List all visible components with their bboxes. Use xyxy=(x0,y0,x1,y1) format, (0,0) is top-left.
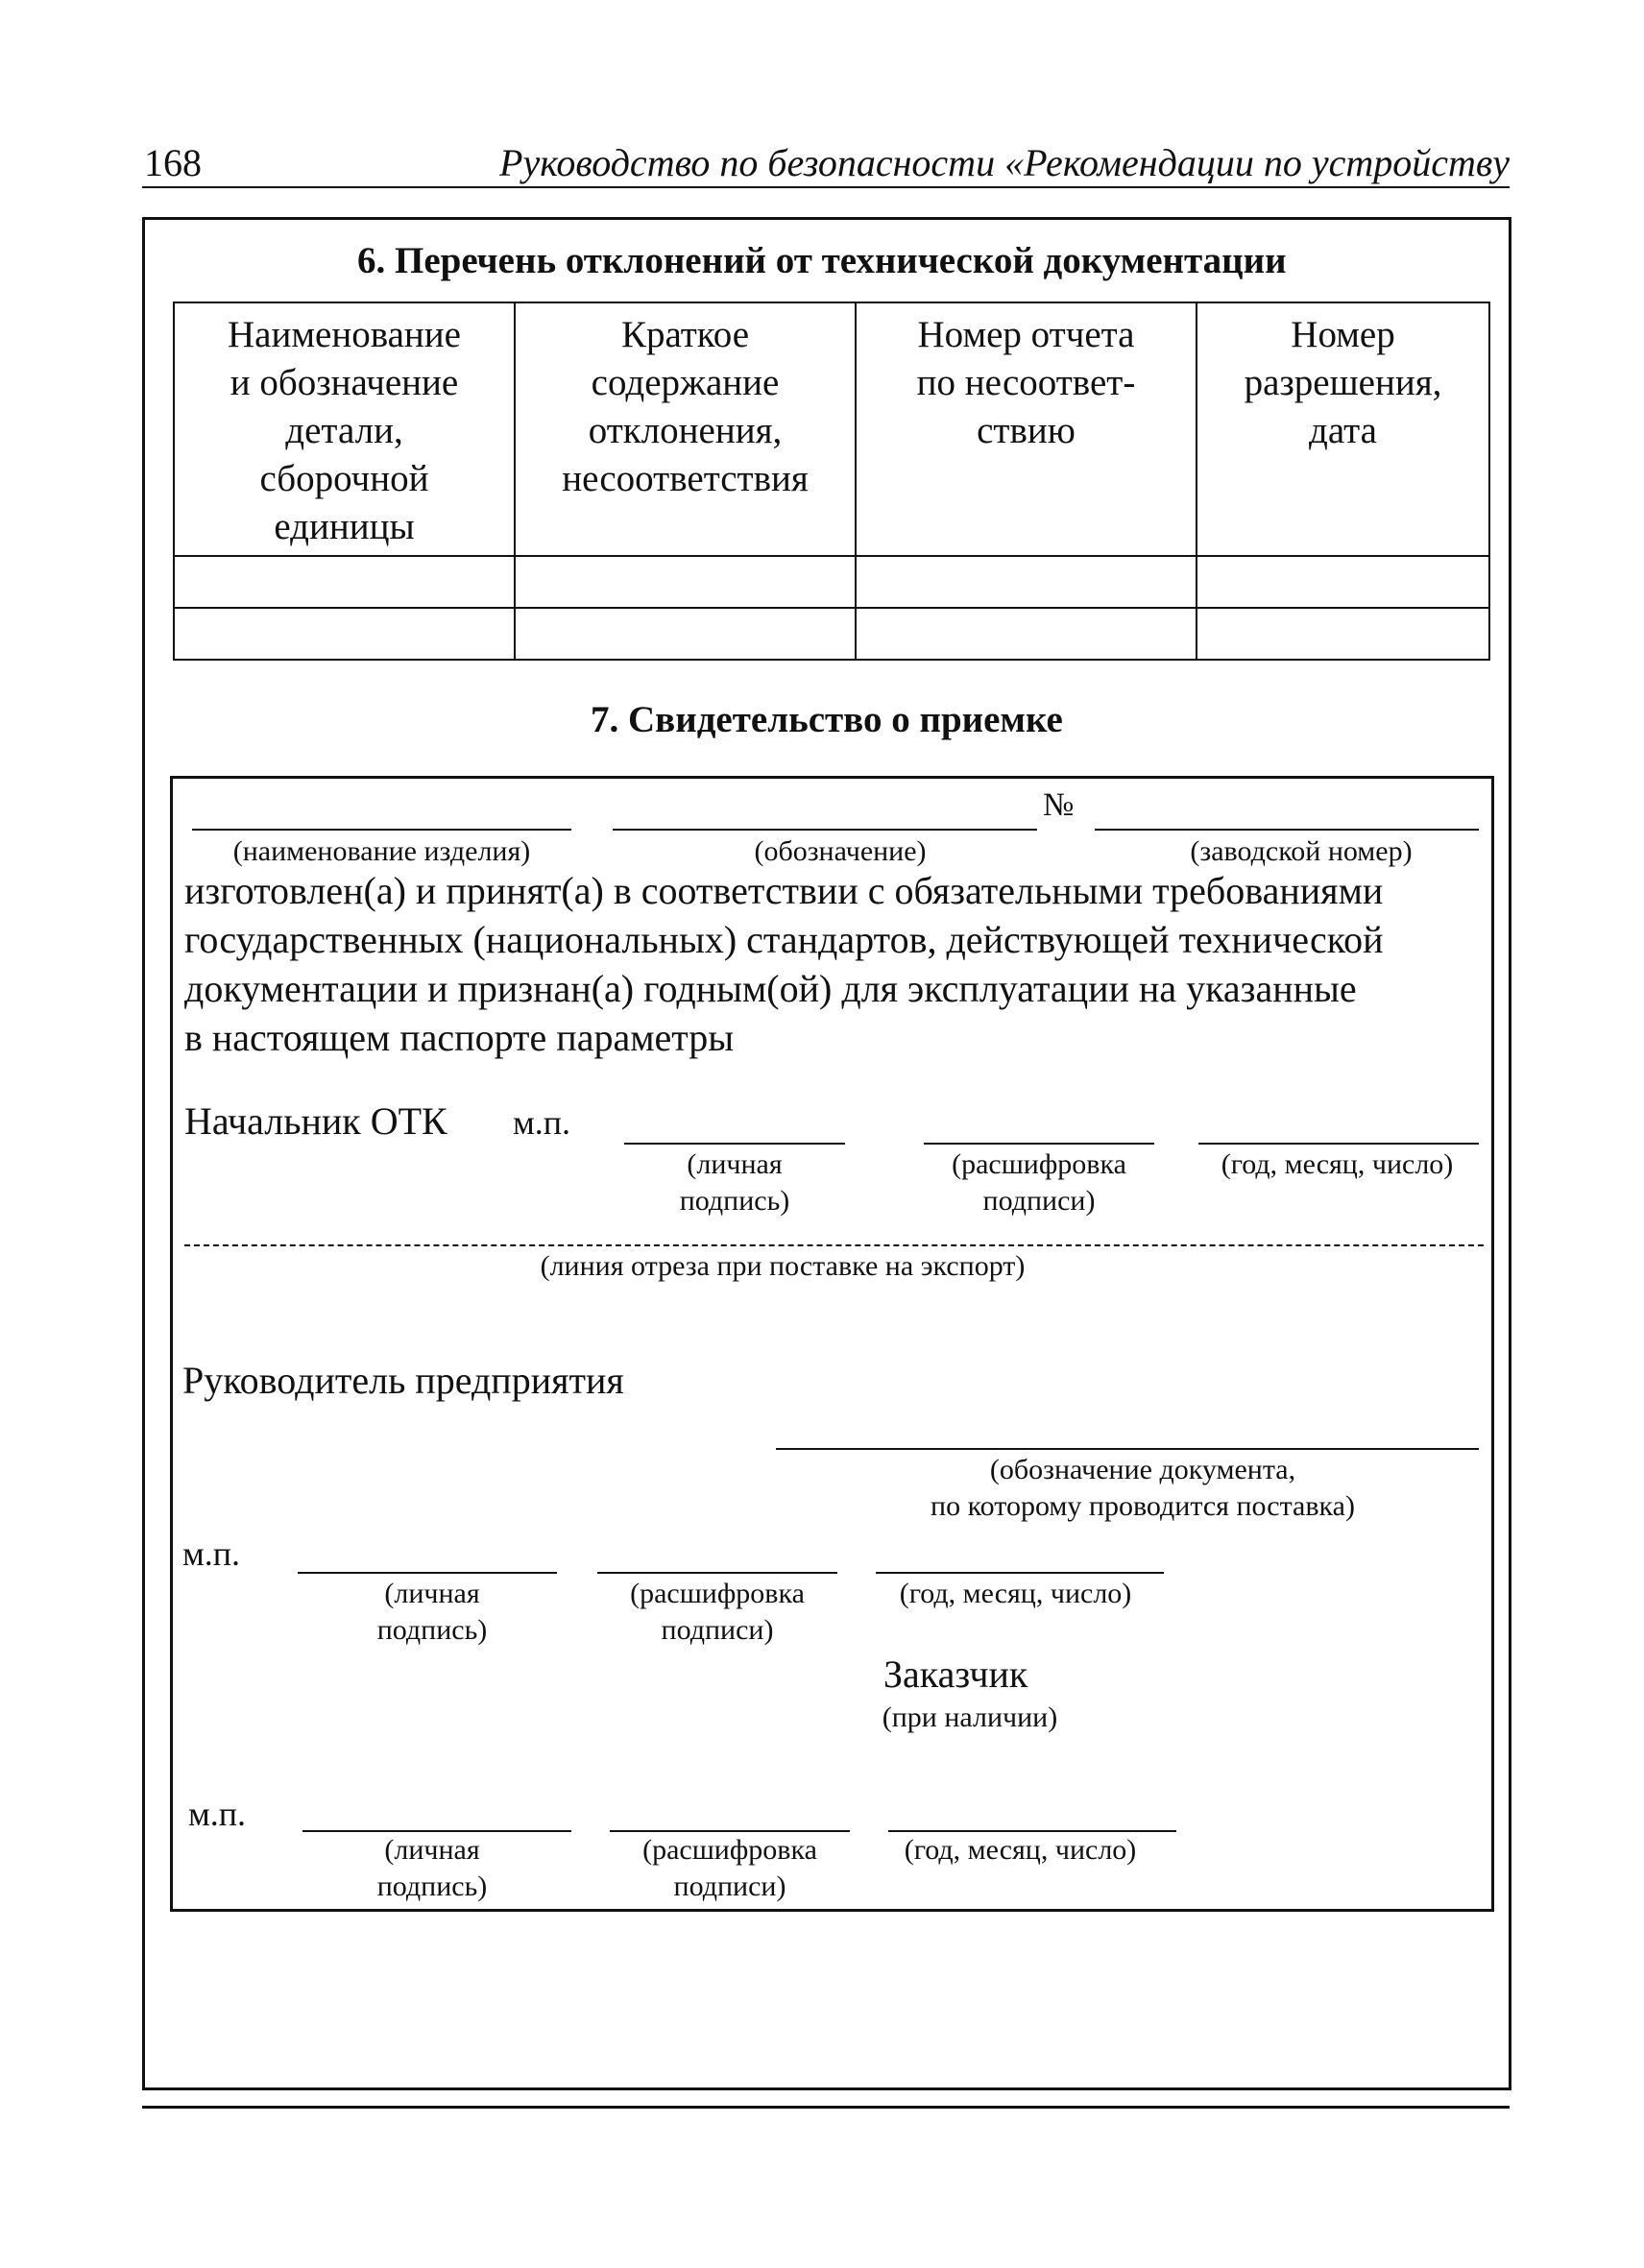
director-signature-caption xyxy=(317,1576,547,1649)
otk-signature-caption xyxy=(629,1146,840,1219)
deviations-table xyxy=(173,302,1490,661)
acceptance-statement xyxy=(184,866,1481,1062)
otk-signature-field[interactable] xyxy=(624,1143,845,1145)
table-cell[interactable] xyxy=(174,608,515,660)
caption-line: (личная xyxy=(384,1578,480,1609)
director-date-field[interactable] xyxy=(876,1572,1164,1574)
column-header-permit-number xyxy=(1197,302,1489,556)
header-line: единицы xyxy=(274,506,415,547)
header-rule xyxy=(142,186,1510,188)
serial-number-caption: (заводской номер) xyxy=(1190,835,1413,867)
header-line: по несоответ- xyxy=(916,362,1136,403)
statement-line: документации и признан(а) годным(ой) для эксплуатации на указанные xyxy=(184,967,1357,1010)
director-decode-field[interactable] xyxy=(597,1572,837,1574)
table-header-row xyxy=(174,302,1489,556)
otk-decode-caption xyxy=(924,1146,1154,1219)
number-sign: № xyxy=(1043,787,1075,823)
header-line: разрешения, xyxy=(1244,362,1442,403)
caption-line: подпись) xyxy=(679,1185,790,1217)
caption-line: (расшифровка xyxy=(642,1834,817,1866)
statement-line: государственных (национальных) стандартов, действующей технической xyxy=(184,918,1384,961)
section-7-title: 7. Свидетельство о приемке xyxy=(591,699,1063,740)
cut-line-caption: (линия отреза при поставке на экспорт) xyxy=(540,1250,1026,1282)
serial-number-field[interactable] xyxy=(1095,829,1479,831)
page-number: 168 xyxy=(144,141,202,184)
header-line: и обозначение xyxy=(230,362,459,403)
header-line: сборочной xyxy=(259,458,429,499)
bottom-rule xyxy=(142,2106,1510,2109)
table-row xyxy=(174,608,1489,660)
director-stamp-label: м.п. xyxy=(182,1534,241,1573)
otk-decode-field[interactable] xyxy=(924,1143,1154,1145)
caption-line: (расшифровка xyxy=(630,1578,805,1609)
director-decode-caption xyxy=(597,1576,837,1649)
supply-document-caption xyxy=(807,1452,1479,1525)
section-6-title: 6. Перечень отклонений от технической документации xyxy=(357,240,1287,281)
caption-line: подписи) xyxy=(982,1185,1096,1217)
customer-decode-caption xyxy=(610,1832,850,1905)
caption-line: по которому проводится поставка) xyxy=(931,1490,1355,1522)
table-cell[interactable] xyxy=(856,608,1197,660)
customer-signature-caption xyxy=(317,1832,547,1905)
header-line: Краткое xyxy=(620,314,750,355)
header-line: ствию xyxy=(977,410,1076,451)
header-line: дата xyxy=(1309,410,1377,451)
designation-field[interactable] xyxy=(613,829,1037,831)
header-line: несоответствия xyxy=(562,458,809,499)
otk-chief-label: Начальник ОТК xyxy=(184,1099,447,1143)
header-line: Наименование xyxy=(228,314,461,355)
caption-line: (обозначение документа, xyxy=(989,1454,1296,1485)
statement-line: изготовлен(а) и принят(а) в соответствии с обязательными требованиями xyxy=(184,869,1384,912)
supply-document-field[interactable] xyxy=(776,1448,1479,1450)
caption-line: (личная xyxy=(687,1148,783,1180)
column-header-deviation-summary xyxy=(515,302,856,556)
table-cell[interactable] xyxy=(1197,556,1489,608)
table-cell[interactable] xyxy=(174,556,515,608)
product-name-field[interactable] xyxy=(192,829,571,831)
running-header: Руководство по безопасности «Рекомендации по устройству xyxy=(499,141,1510,184)
director-label: Руководитель предприятия xyxy=(182,1359,624,1402)
column-header-part-name xyxy=(174,302,515,556)
statement-line: в настоящем паспорте параметры xyxy=(184,1016,735,1059)
export-cut-line xyxy=(184,1244,1484,1246)
director-signature-field[interactable] xyxy=(298,1572,557,1574)
otk-date-field[interactable] xyxy=(1198,1143,1479,1145)
customer-note: (при наличии) xyxy=(882,1701,1058,1733)
header-line: отклонения, xyxy=(588,410,783,451)
header-line: Номер отчета xyxy=(917,314,1135,355)
table-cell[interactable] xyxy=(1197,608,1489,660)
column-header-report-number xyxy=(856,302,1197,556)
header-line: содержание xyxy=(591,362,780,403)
product-name-caption: (наименование изделия) xyxy=(232,835,531,867)
table-row xyxy=(174,556,1489,608)
otk-stamp-label: м.п. xyxy=(513,1103,571,1142)
caption-line: подпись) xyxy=(376,1614,488,1646)
customer-date-caption: (год, месяц, число) xyxy=(904,1834,1137,1866)
customer-stamp-label: м.п. xyxy=(188,1795,247,1833)
caption-line: подпись) xyxy=(376,1870,488,1902)
caption-line: (личная xyxy=(384,1834,480,1866)
table-cell[interactable] xyxy=(515,556,856,608)
designation-caption: (обозначение) xyxy=(754,835,927,867)
caption-line: подписи) xyxy=(673,1870,786,1902)
caption-line: (расшифровка xyxy=(952,1148,1126,1180)
director-date-caption: (год, месяц, число) xyxy=(899,1578,1132,1609)
customer-label: Заказчик xyxy=(883,1653,1028,1696)
otk-date-caption: (год, месяц, число) xyxy=(1221,1148,1454,1180)
table-cell[interactable] xyxy=(515,608,856,660)
header-line: детали, xyxy=(285,410,403,451)
header-line: Номер xyxy=(1291,314,1395,355)
table-cell[interactable] xyxy=(856,556,1197,608)
caption-line: подписи) xyxy=(661,1614,774,1646)
